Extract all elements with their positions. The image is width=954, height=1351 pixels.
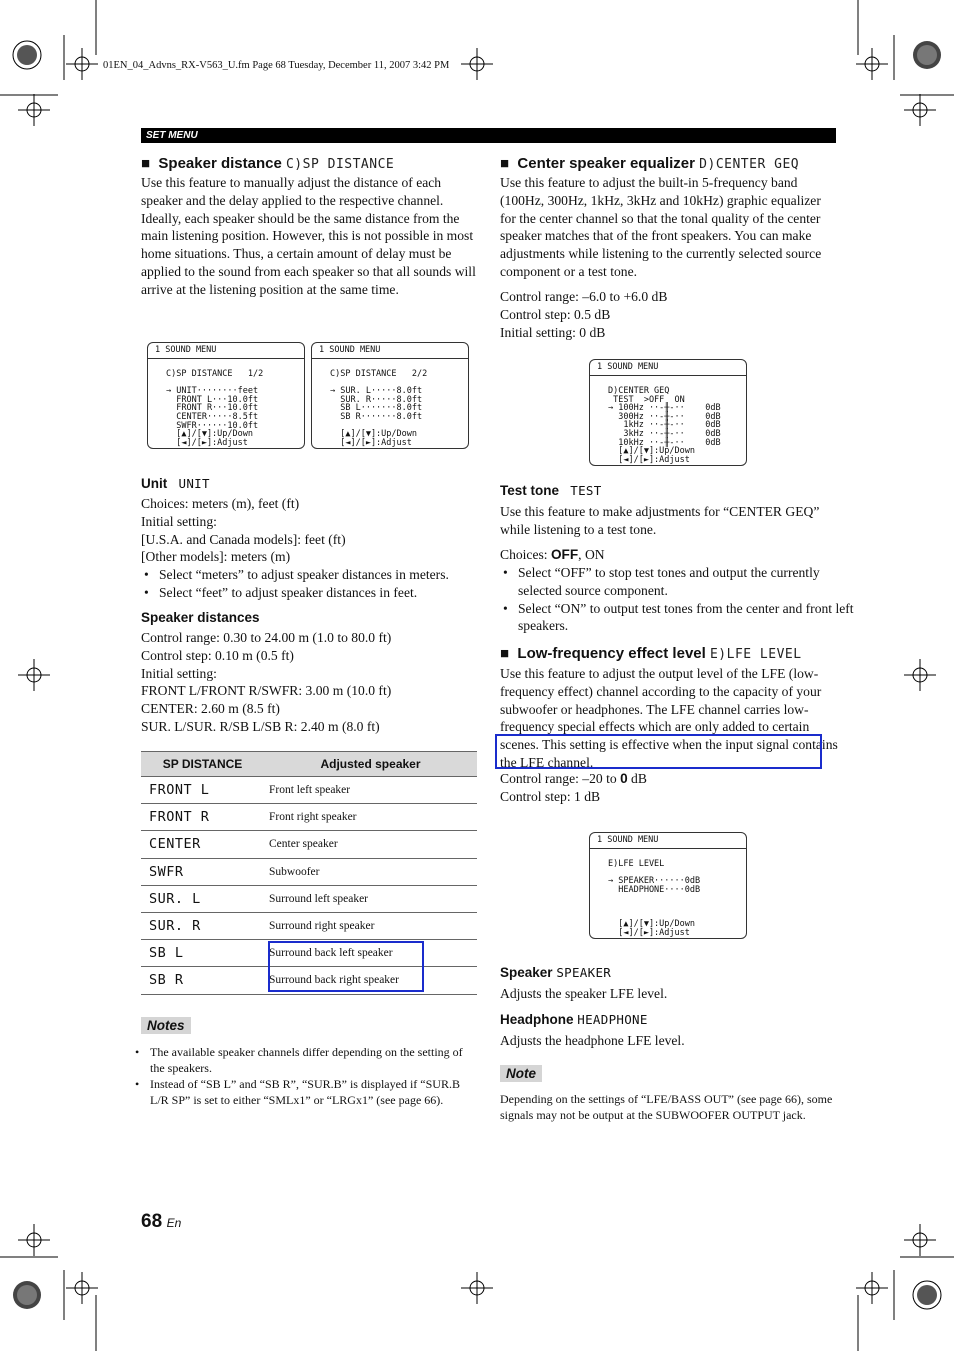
osd-screen-distance-1 [147, 342, 305, 449]
table-cell: FRONT L [141, 777, 264, 804]
table-cell: SUR. R [141, 912, 264, 939]
unit-heading [141, 476, 210, 491]
table-header: SP DISTANCE [141, 752, 264, 777]
table-cell: CENTER [141, 831, 264, 858]
table-cell: FRONT R [141, 804, 264, 831]
headphone-title: Headphone [500, 1012, 574, 1027]
table-cell: Front right speaker [264, 804, 477, 831]
lfe-body-text: Use this feature to adjust the output level of the LFE (low-frequency effect) channel according to the capacity of your subwoofer or headphones. The LFE channel carries low-frequency special effects which are only added to certain scenes. [500, 666, 822, 753]
note-body: Depending on the settings of “LFE/BASS OUT” (see page 66), some signals may not be output at the SUBWOOFER OUTPUT jack. [500, 1092, 833, 1122]
file-info-line: 01EN_04_Advns_RX-V563_U.fm Page 68 Tuesday, December 11, 2007 3:42 PM [103, 60, 450, 71]
distances-line: FRONT L/FRONT R/SWFR: 3.00 m (10.0 ft) [141, 683, 392, 699]
table-header: Adjusted speaker [264, 752, 477, 777]
choices-rest: , ON [578, 547, 605, 562]
headphone-code: HEADPHONE [577, 1012, 648, 1027]
test-tone-bullets [500, 564, 854, 635]
square-bullet-icon: ■ [500, 645, 510, 662]
osd-lines: C)SP DISTANCE 2/2 → SUR. L·····8.0ft SUR. R·····8.0ft SB L·······8.0ft SB R·······8.0ft [▲]/[▼]:Up/Down [◄]/[►]:Adjust [330, 369, 428, 448]
unit-block [141, 495, 477, 602]
test-tone-code: TEST [570, 483, 602, 498]
list-item: • Select “OFF” to stop test tones and output the currently selected source component. [518, 564, 854, 600]
table-cell: Surround right speaker [264, 912, 477, 939]
table-cell: Surround back right speaker [264, 967, 477, 994]
speaker-distances-block [141, 629, 477, 736]
table-row [141, 885, 477, 912]
spec-line: Control range: –6.0 to +6.0 dB [500, 289, 668, 304]
osd-header: 1 SOUND MENU [590, 360, 746, 376]
speaker-code: SPEAKER [556, 965, 612, 980]
range-max: 0 [620, 771, 628, 786]
table-row [141, 858, 477, 885]
distances-line: CENTER: 2.60 m (8.5 ft) [141, 701, 280, 717]
unit-line: Choices: meters (m), feet (ft) [141, 496, 300, 511]
test-tone-choices [500, 546, 605, 564]
spec-line: Control step: 0.5 dB [500, 306, 611, 322]
table-cell: SB L [141, 940, 264, 967]
distances-line: SUR. L/SUR. R/SB L/SB R: 2.40 m (8.0 ft) [141, 718, 380, 734]
page-number [141, 1211, 181, 1233]
speaker-title: Speaker [500, 965, 553, 980]
table-row [141, 912, 477, 939]
headphone-heading [500, 1012, 648, 1027]
table-row [141, 777, 477, 804]
table-cell: Center speaker [264, 831, 477, 858]
list-item: • Select “ON” to output test tones from the center and front left speakers. [518, 600, 854, 636]
center-eq-code: D)CENTER GEQ [699, 157, 800, 172]
table-row [141, 831, 477, 858]
osd-screen-lfe-level [589, 832, 747, 939]
speaker-distance-body: Use this feature to manually adjust the distance of each speaker and the delay applied to the respective channel. Ideally, each speaker should be the same distance from the main listening position. However, this is not possible in most home situations. Thus, a certain amount of delay must be applied to the sound from each speaker so that all sounds will arrive at the listening position at the same time. [141, 175, 476, 297]
square-bullet-icon: ■ [141, 155, 151, 172]
speaker-distance-heading [141, 155, 394, 172]
page-number-suffix: En [166, 1216, 182, 1230]
spec-line: Control step: 1 dB [500, 788, 601, 804]
unit-line: Initial setting: [141, 513, 217, 529]
speaker-body: Adjusts the speaker LFE level. [500, 986, 668, 1001]
speaker-distances-heading: Speaker distances [141, 610, 260, 625]
spec-line [500, 770, 647, 788]
osd-lines: D)CENTER GEQ TEST >OFF ON → 100Hz ··-╫-·· 0dB 300Hz ··-╫-·· 0dB 1kHz ··-╫-·· 0dB 3kHz ··-╫-·· 0dB 10kHz ··-╫-·· 0dB [▲]/[▼]:Up/Down [◄]/[►]:Adjust [608, 386, 721, 465]
speaker-heading [500, 965, 611, 980]
table-cell: SB R [141, 967, 264, 994]
section-bar [141, 128, 836, 143]
speaker-distance-title: Speaker distance [158, 155, 282, 172]
center-eq-title: Center speaker equalizer [517, 155, 695, 172]
distances-line: Initial setting: [141, 665, 217, 681]
center-eq-body: Use this feature to adjust the built-in 5-frequency band (100Hz, 300Hz, 1kHz, 3kHz and 10kHz) graphic equalizer for the center channel so that the tonal quality of the center speaker matches that of the front speakers. You can make adjustments while listening to the currently selected source component or a test tone. [500, 175, 822, 279]
choices-prefix: Choices: [500, 547, 551, 562]
choice-default: OFF [550, 547, 579, 562]
osd-header: 1 SOUND MENU [312, 343, 468, 359]
highlight-box-lfe-note [495, 734, 822, 769]
notes-label: Notes [141, 1017, 191, 1034]
distances-line: Control range: 0.30 to 24.00 m (1.0 to 80.0 ft) [141, 630, 392, 645]
speaker-distance-code: C)SP DISTANCE [285, 157, 395, 172]
notes-list [141, 1044, 480, 1108]
lfe-heading [500, 645, 802, 662]
osd-header: 1 SOUND MENU [590, 833, 746, 849]
center-eq-heading [500, 155, 799, 172]
osd-lines: E)LFE LEVEL → SPEAKER······0dB HEADPHONE····0dB [▲]/[▼]:Up/Down [◄]/[►]:Adjust [608, 859, 701, 938]
note-label: Note [500, 1065, 542, 1082]
page-number-value: 68 [141, 1211, 163, 1232]
lfe-code: E)LFE LEVEL [709, 647, 802, 662]
osd-screen-center-geq [589, 359, 747, 466]
test-tone-body: Use this feature to make adjustments for “CENTER GEQ” while listening to a test tone. [500, 504, 820, 537]
osd-screen-distance-2 [311, 342, 469, 449]
lfe-specs [500, 770, 647, 806]
lfe-body-highlight: This setting is effective when the input signal contains the LFE channel. [500, 737, 838, 770]
test-tone-title: Test tone [500, 483, 560, 498]
table-cell: Surround left speaker [264, 885, 477, 912]
list-item: • Instead of “SB L” and “SB R”, “SUR.B” is displayed if “SUR.B L/R SP” is set to either “SMLx1” or “LRGx1” (see page 66). [150, 1076, 480, 1108]
list-item: • Select “feet” to adjust speaker distances in feet. [159, 584, 477, 602]
range-unit: dB [627, 771, 647, 786]
unit-title: Unit [141, 476, 168, 491]
distances-line: Control step: 0.10 m (0.5 ft) [141, 647, 294, 663]
table-row [141, 804, 477, 831]
table-cell: Surround back left speaker [264, 940, 477, 967]
unit-code: UNIT [178, 476, 210, 491]
square-bullet-icon: ■ [500, 155, 510, 172]
highlight-box-sb-rows [268, 941, 424, 992]
table-cell: Subwoofer [264, 858, 477, 885]
center-eq-specs [500, 288, 667, 341]
list-item: • The available speaker channels differ depending on the setting of the speakers. [150, 1044, 480, 1076]
osd-header: 1 SOUND MENU [148, 343, 304, 359]
unit-line: [Other models]: meters (m) [141, 549, 291, 565]
unit-line: [U.S.A. and Canada models]: feet (ft) [141, 531, 346, 547]
list-item: • Select “meters” to adjust speaker distances in meters. [159, 566, 477, 584]
table-cell: SUR. L [141, 885, 264, 912]
spec-line: Initial setting: 0 dB [500, 324, 606, 340]
lfe-title: Low-frequency effect level [517, 645, 706, 662]
test-tone-heading [500, 483, 602, 498]
table-cell: Front left speaker [264, 777, 477, 804]
range-prefix: Control range: –20 to [500, 771, 621, 786]
table-header-row [141, 752, 477, 777]
headphone-body: Adjusts the headphone LFE level. [500, 1033, 685, 1048]
section-bar-label: SET MENU [146, 130, 198, 141]
unit-bullets [141, 566, 477, 602]
osd-lines: C)SP DISTANCE 1/2 → UNIT········feet FRONT L···10.0ft FRONT R···10.0ft CENTER·····8.5ft SWFR······10.0ft [▲]/[▼]:Up/Down [◄]/[►]:Adjust [166, 369, 264, 448]
table-cell: SWFR [141, 858, 264, 885]
